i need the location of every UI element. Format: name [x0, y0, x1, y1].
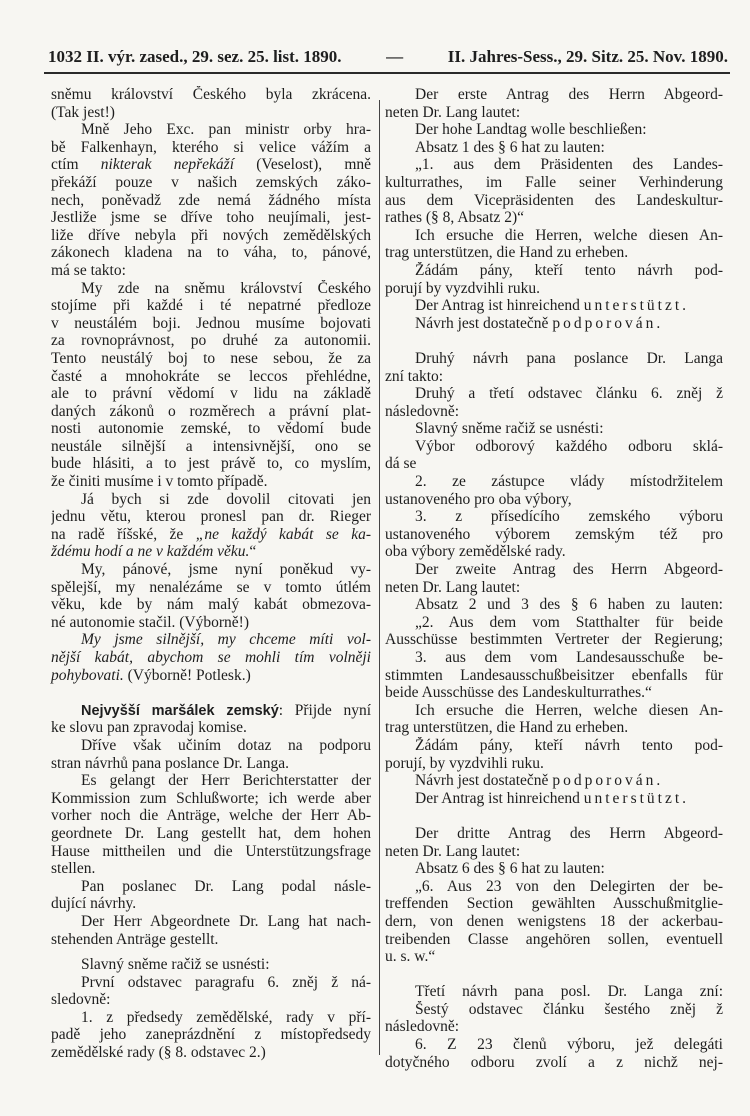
paragraph-gap	[385, 807, 723, 825]
header-czech-session: II. výr. zased., 29. sez. 25. list. 1890.	[86, 47, 342, 66]
text-line: překáží pouze v našich zemských záko-	[51, 173, 371, 191]
text-line: (Tak jest!)	[51, 103, 115, 121]
text-line: Druhý a třetí odstavec článku 6. zněj ž	[415, 385, 723, 403]
text-line: geordnete Dr. Lang gestellt hat, dem hohen	[51, 824, 371, 842]
text-line: Ich ersuche die Herren, welche diesen An-	[415, 701, 723, 719]
text-line: Absatz 2 und 3 des § 6 haben zu lauten:	[415, 596, 723, 614]
text-line: Ich ersuche die Herren, welche diesen An-	[415, 226, 723, 244]
text-line: zní takto:	[385, 367, 444, 385]
spaced-text: podporován.	[552, 772, 664, 790]
text-line: jednu větu, kterou pronesl pan dr. Rieger	[51, 508, 371, 526]
text-line: Pan poslanec Dr. Lang podal násle-	[81, 877, 371, 895]
paragraph-gap	[51, 948, 371, 956]
text-line: sledovně:	[51, 991, 111, 1009]
text-line: aus dem Vicepräsidenten des Landeskultur-	[385, 191, 723, 209]
text-line	[51, 702, 371, 720]
text-span: Návrh jest dostatečně	[415, 314, 553, 332]
paragraph-gap	[385, 966, 723, 984]
text-line: Hause mittheilen und die Unterstützungsfrage	[51, 842, 371, 860]
italic-text: My jsme silnější, my chceme míti vol-	[81, 631, 371, 649]
spaced-text: unterstützt.	[583, 297, 690, 315]
text-line	[385, 297, 723, 315]
text-line: Mně Jeho Exc. pan ministr orby hra-	[81, 121, 371, 139]
text-line: daných zákonů o rozměrech a právní plat-	[51, 402, 371, 420]
text-line: zemědělské rady (§ 8. odstavec 2.)	[51, 1044, 266, 1062]
text-line	[51, 667, 371, 685]
text-line: zákonech kladena na to váha, to, pánové,	[51, 244, 371, 262]
text-line: stellen.	[51, 860, 96, 878]
text-line: Der hohe Landtag wolle beschließen:	[415, 121, 647, 139]
spaced-text: podporován.	[552, 314, 664, 332]
text-line: dující návrhy.	[51, 895, 137, 913]
italic-text: „ne každý kabát se ka-	[195, 525, 371, 543]
text-line: Tento neustálý boj to nese sebou, že za	[51, 349, 371, 367]
text-line: u. s. w.“	[385, 948, 436, 966]
text-line: za rovnoprávnost, po druhé za autonomii.	[51, 332, 371, 350]
text-line: Výbor odborový každého odboru sklá-	[415, 437, 723, 455]
text-line: následovně:	[385, 1018, 460, 1036]
text-line: Druhý návrh pana poslance Dr. Langa	[415, 349, 723, 367]
text-line: Jestliže jsme se dříve toho neujímali, jest-	[51, 209, 371, 227]
text-span: Der Antrag ist hinreichend	[415, 297, 584, 315]
text-line: „1. aus dem Präsidenten des Landes-	[415, 156, 723, 174]
column-divider	[379, 100, 380, 1055]
text-line	[51, 543, 371, 561]
text-line: Třetí návrh pana posl. Dr. Langa zní:	[415, 983, 723, 1001]
text-line: Kommission zum Schlußworte; ich werde aber	[51, 789, 371, 807]
text-span: (Výborně! Potlesk.)	[123, 666, 251, 684]
italic-text: nikterak nepřekáží	[100, 156, 235, 174]
text-line: oba výbory zemědělské rady.	[385, 543, 566, 561]
text-line	[385, 315, 723, 333]
text-line: porují by vyzdvihli ruku.	[385, 279, 540, 297]
text-line: následovně:	[385, 402, 460, 420]
text-line: beide Ausschüsse des Landeskulturrathes.“	[385, 684, 652, 702]
text-line: ustanoveného pro oba výbory,	[385, 490, 572, 508]
text-line: trag unterstützen, die Hand zu erheben.	[385, 244, 629, 262]
italic-text: pohybovati.	[51, 666, 124, 684]
text-line: ke slovu pan zpravodaj komise.	[51, 719, 247, 737]
header-german-session: II. Jahres-Sess., 29. Sitz. 25. Nov. 1890.	[447, 47, 728, 66]
text-line: Der zweite Antrag des Herrn Abgeord-	[415, 561, 723, 579]
text-line: rathes (§ 8, Absatz 2)“	[385, 209, 525, 227]
page-header	[48, 47, 728, 67]
text-line: neten Dr. Lang lautet:	[385, 842, 521, 860]
text-span: : Přijde nyní	[278, 701, 371, 719]
text-line: liže dříve nebyla při nových zemědělských	[51, 226, 371, 244]
text-line: neten Dr. Lang lautet:	[385, 578, 521, 596]
text-line: Absatz 6 des § 6 hat zu lauten:	[415, 860, 605, 878]
text-line: dern, von denen wenigstens 18 der ackerbau-	[385, 912, 723, 930]
text-line	[51, 526, 371, 544]
text-line: porují, by vyzdvihli ruku.	[385, 754, 544, 772]
left-column	[51, 86, 371, 1062]
text-line: 2. ze zástupce vlády místodržitelem	[415, 473, 723, 491]
italic-text: ždému hodí a ne v každém věku.	[51, 543, 250, 561]
italic-text: nější kabát, abychom se mohli tím volněji	[51, 649, 371, 666]
text-line: Der dritte Antrag des Herrn Abgeord-	[415, 824, 723, 842]
text-span: Návrh jest dostatečně	[415, 772, 553, 790]
text-line: že činiti musíme i v tomto případě.	[51, 473, 268, 491]
page-number: 1032	[48, 47, 82, 66]
text-line: My zde na sněmu království Českého	[81, 279, 371, 297]
paragraph-gap	[51, 684, 371, 702]
text-line: stojíme při každé i té nepatrné předloze	[51, 297, 371, 315]
text-line: „2. Aus dem vom Statthalter für beide	[415, 613, 723, 631]
text-line: dá se	[385, 455, 417, 473]
text-line	[385, 790, 723, 808]
text-line	[385, 772, 723, 790]
right-column	[385, 86, 723, 1071]
text-line: né autonomie stačil. (Výborně!)	[51, 613, 249, 631]
text-line: Šestý odstavec článku šestého zněj ž	[415, 1000, 723, 1018]
text-line: Žádám pány, kteří tento návrh pod-	[415, 261, 723, 279]
text-line: vorher noch die Anträge, welche der Herr Ab-	[51, 807, 371, 825]
text-line: Dříve však učiním dotaz na podporu	[81, 736, 371, 754]
text-line: My, pánové, jsme nyní poněkud vy-	[81, 561, 371, 579]
text-span: (Veselost), mně	[234, 156, 371, 174]
text-line: Absatz 1 des § 6 hat zu lauten:	[415, 138, 605, 156]
text-line: treibenden Classe angehören sollen, eventuell	[385, 930, 723, 948]
text-line: 3. aus dem vom Landesausschuße be-	[415, 649, 723, 666]
header-rule	[44, 72, 730, 74]
text-line: trag unterstützen, die Hand zu erheben.	[385, 719, 629, 737]
text-line: nosti autonomie zemské, to vědomí bude	[51, 420, 371, 438]
text-line: sněmu království Českého byla zkrácena.	[51, 86, 371, 103]
text-line: 1. z předsedy zemědělské, rady v pří-	[81, 1008, 371, 1026]
text-line: má se takto:	[51, 261, 126, 279]
text-line: Slavný sněme račiž se usnésti:	[81, 956, 270, 974]
text-line: v neustálém boji. Jednou musíme bojovati	[51, 314, 371, 332]
header-left	[48, 47, 342, 67]
text-line: 3. z přísedícího zemského výboru	[415, 508, 723, 526]
text-line	[51, 649, 371, 667]
text-line: Žádám pány, kteří návrh tento pod-	[415, 736, 723, 754]
text-line: Slavný sněme račiž se usnésti:	[415, 420, 604, 438]
text-line: neustále silnější a intensivnější, ono se	[51, 437, 371, 455]
text-line: nech, poněvadž zde nemá žádného místa	[51, 191, 371, 209]
text-line: stimmten Landesausschußbeisitzer ebenfalls für	[385, 666, 723, 684]
text-line: Es gelangt der Herr Berichterstatter der	[81, 772, 371, 790]
text-line: První odstavec paragrafu 6. zněj ž ná-	[81, 973, 371, 991]
text-line: dotyčného odboru zvolí a z nichž nej-	[385, 1053, 723, 1071]
header-dash: —	[386, 47, 404, 66]
text-line	[51, 156, 371, 174]
text-line: věku, kde by nám malý kabát obmezova-	[51, 596, 371, 614]
speaker-name: Nejvyšší maršálek zemský	[81, 702, 279, 719]
text-line: bě Falkenhayn, kterého si velice vážím a	[51, 138, 371, 156]
text-line	[51, 631, 371, 649]
text-span: na radě říšské, že	[51, 525, 196, 543]
text-line: „6. Aus 23 von den Delegirten der be-	[415, 877, 723, 895]
text-line: Der Herr Abgeordnete Dr. Lang hat nach-	[81, 912, 371, 930]
text-span: Der Antrag ist hinreichend	[415, 789, 584, 807]
text-line: stehenden Anträge gestellt.	[51, 930, 219, 948]
text-line: 6. Z 23 členů výboru, jež delegáti	[415, 1036, 723, 1054]
text-line: neten Dr. Lang lautet:	[385, 103, 521, 121]
text-line: stran návrhů pana poslance Dr. Langa.	[51, 754, 290, 772]
spaced-text: unterstützt.	[583, 789, 690, 807]
text-line: Já bych si zde dovolil citovati jen	[81, 490, 371, 508]
text-line: bude hlásiti, a to jest právě to, co myslím,	[51, 455, 371, 473]
text-line: spělejší, my nenalézáme se v tomto útlém	[51, 578, 371, 596]
text-line: Ausschüsse bestimmten Vertreter der Regierung;	[385, 631, 723, 649]
text-span: “	[249, 543, 257, 561]
text-span: ctím	[51, 156, 101, 174]
paragraph-gap	[385, 332, 723, 350]
text-line: kulturrathes, im Falle seiner Verhinderung	[385, 173, 723, 191]
text-line: ale to právní vědomí v lidu na základě	[51, 385, 371, 403]
text-line: treffenden Section gewählten Ausschußmitglie-	[385, 895, 723, 913]
text-line: padě jeho zaneprázdnění z místopředsedy	[51, 1026, 371, 1044]
text-line: ustanoveného výborem zemským též pro	[385, 525, 723, 543]
text-line: Der erste Antrag des Herrn Abgeord-	[415, 86, 723, 103]
text-line: časté a mnohokráte se leccos přehlédne,	[51, 367, 371, 385]
